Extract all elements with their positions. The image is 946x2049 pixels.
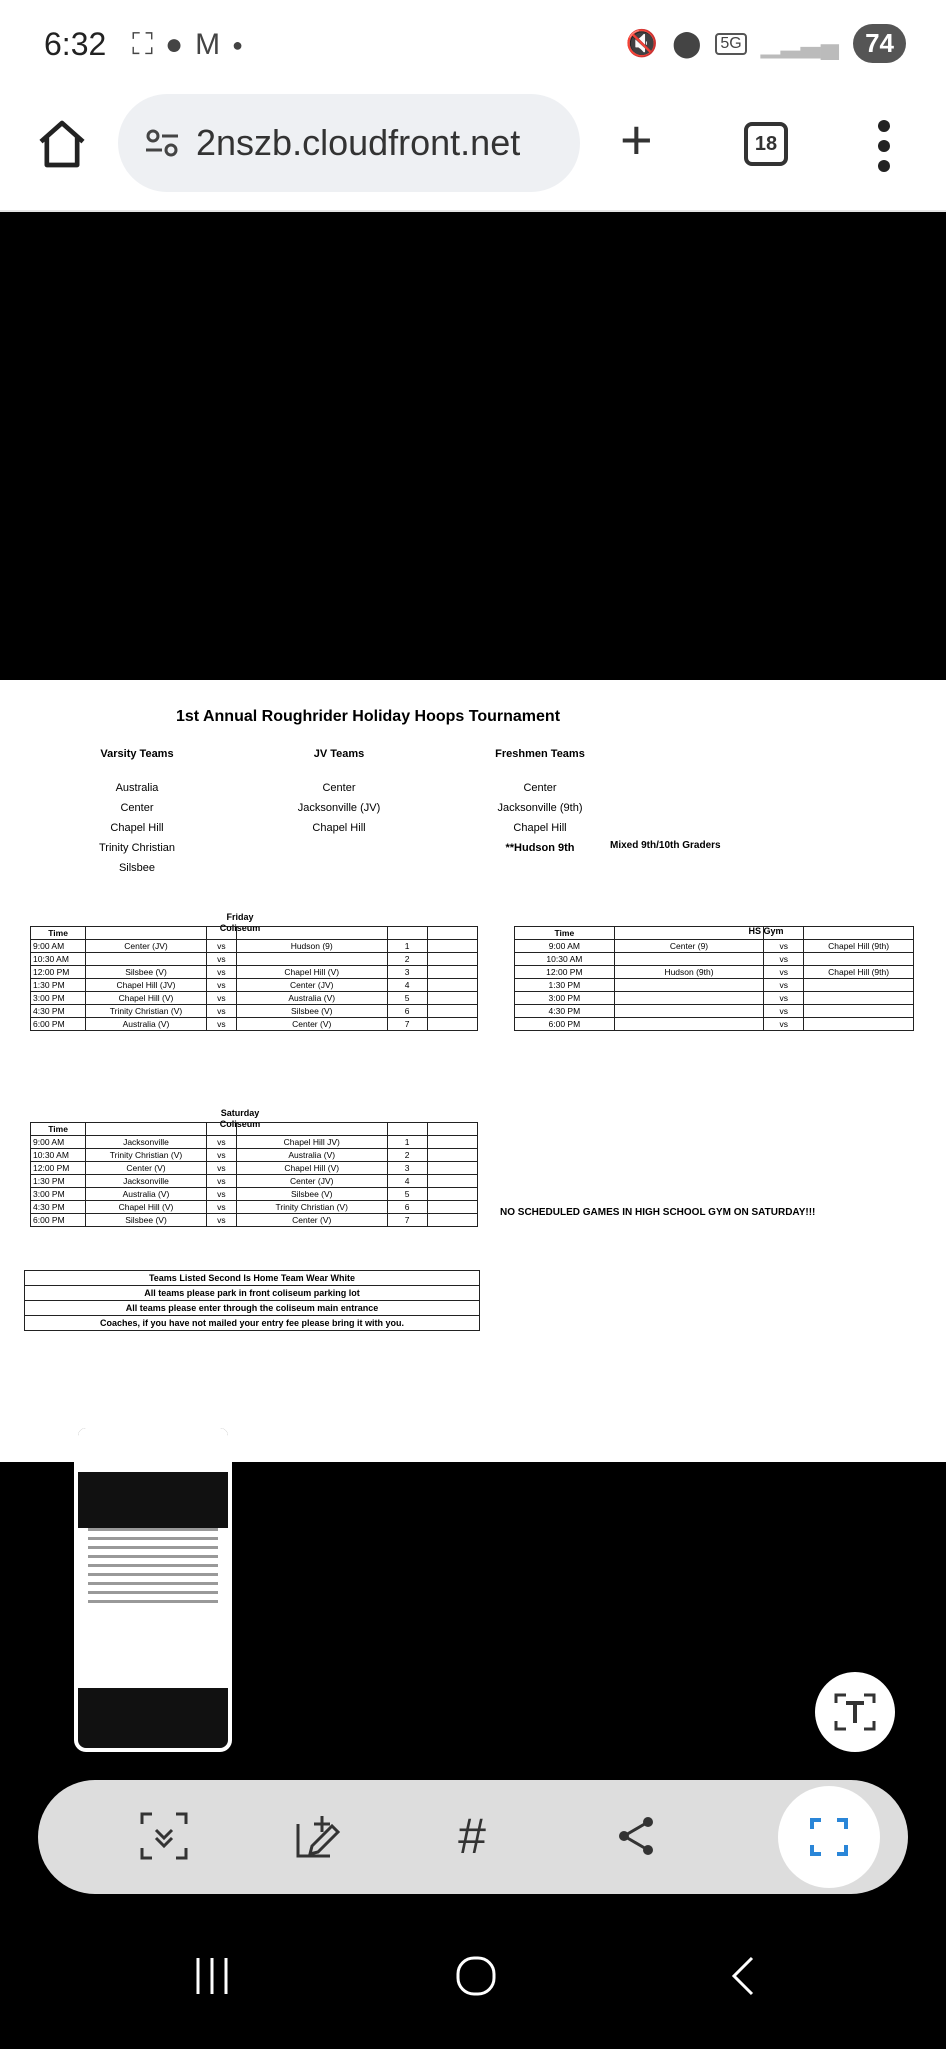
- time-cell: 9:00 AM: [31, 1136, 86, 1149]
- blank-cell: [427, 1201, 477, 1214]
- jv-teams: [284, 744, 394, 838]
- status-bar: [0, 0, 946, 90]
- vs-cell: vs: [206, 940, 236, 953]
- table-row: [31, 1162, 478, 1175]
- dot-icon: ●: [232, 34, 243, 55]
- team-item: **Hudson 9th: [505, 842, 575, 854]
- vs-cell: vs: [764, 940, 804, 953]
- vs-cell: vs: [206, 1005, 236, 1018]
- vs-cell: vs: [206, 1149, 236, 1162]
- note-line: All teams please enter through the coliseum main entrance: [25, 1301, 479, 1316]
- thumbnail-header: [78, 1428, 228, 1472]
- screenshot-thumbnail[interactable]: [74, 1424, 232, 1752]
- game-number-cell: 5: [387, 1188, 427, 1201]
- table-row: [31, 966, 478, 979]
- varsity-heading: Varsity Teams: [100, 748, 174, 760]
- time-header: Time: [31, 927, 86, 940]
- freshmen-heading: Freshmen Teams: [495, 748, 585, 760]
- vs-cell: vs: [764, 966, 804, 979]
- text-extract-icon: [832, 1689, 878, 1735]
- vs-cell: vs: [764, 979, 804, 992]
- home-team-cell: Silsbee (V): [86, 1214, 207, 1227]
- blank-cell: [427, 1149, 477, 1162]
- time-cell: 10:30 AM: [31, 1149, 86, 1162]
- game-number-cell: 7: [387, 1214, 427, 1227]
- table-row: [31, 1018, 478, 1031]
- away-team-cell: Chapel Hill JV): [236, 1136, 387, 1149]
- home-team-cell: Jacksonville: [86, 1136, 207, 1149]
- blank-cell: [427, 1162, 477, 1175]
- away-team-cell: [804, 953, 914, 966]
- vs-cell: vs: [764, 953, 804, 966]
- table-row: [31, 1214, 478, 1227]
- time-cell: 1:30 PM: [31, 979, 86, 992]
- away-team-cell: Chapel Hill (9th): [804, 966, 914, 979]
- friday-text: Friday: [226, 912, 254, 922]
- vs-cell: vs: [206, 1188, 236, 1201]
- time-cell: 10:30 AM: [31, 953, 86, 966]
- coliseum-text: Coliseum: [219, 923, 261, 933]
- away-team-cell: Trinity Christian (V): [236, 1201, 387, 1214]
- no-games-notice: NO SCHEDULED GAMES IN HIGH SCHOOL GYM ON SATURDAY!!!: [500, 1207, 816, 1218]
- time-cell: 6:00 PM: [31, 1018, 86, 1031]
- varsity-teams: [82, 744, 192, 878]
- new-tab-button[interactable]: +: [620, 108, 653, 171]
- hs-gym-label: HS Gym: [748, 926, 784, 936]
- game-number-cell: 2: [387, 953, 427, 966]
- hashtag-icon[interactable]: #: [458, 1808, 486, 1864]
- vs-cell: vs: [764, 1018, 804, 1031]
- home-team-cell: Center (V): [86, 1162, 207, 1175]
- team-item: Center: [120, 802, 154, 814]
- thumbnail-document: [78, 1528, 228, 1688]
- game-number-cell: 6: [387, 1201, 427, 1214]
- home-team-cell: Chapel Hill (V): [86, 1201, 207, 1214]
- home-team-cell: [614, 1005, 764, 1018]
- status-time: 6:32: [44, 26, 107, 62]
- away-team-cell: Silsbee (V): [236, 1005, 387, 1018]
- home-team-cell: Center (9): [614, 940, 764, 953]
- time-cell: 1:30 PM: [31, 1175, 86, 1188]
- vs-cell: vs: [206, 1162, 236, 1175]
- tab-switcher-button[interactable]: 18: [744, 122, 788, 166]
- game-number-cell: 4: [387, 979, 427, 992]
- home-team-cell: [614, 1018, 764, 1031]
- vs-cell: vs: [206, 1136, 236, 1149]
- vs-cell: vs: [764, 992, 804, 1005]
- table-row: [31, 940, 478, 953]
- home-team-cell: Center (JV): [86, 940, 207, 953]
- table-row: [31, 927, 478, 940]
- smart-select-icon[interactable]: [136, 1808, 192, 1864]
- team-item: Trinity Christian: [99, 842, 175, 854]
- team-item: Silsbee: [118, 862, 156, 874]
- away-team-cell: Silsbee (V): [236, 1188, 387, 1201]
- vs-cell: vs: [206, 1214, 236, 1227]
- away-team-cell: [804, 1005, 914, 1018]
- away-team-cell: [804, 1018, 914, 1031]
- time-header: Time: [31, 1123, 86, 1136]
- time-cell: 4:30 PM: [31, 1201, 86, 1214]
- blank-cell: [427, 1175, 477, 1188]
- away-team-cell: [804, 979, 914, 992]
- game-number-cell: 5: [387, 992, 427, 1005]
- table-row: [31, 1149, 478, 1162]
- navigation-bar: [0, 1920, 946, 2049]
- time-cell: 3:00 PM: [31, 992, 86, 1005]
- site-settings-icon[interactable]: [142, 123, 182, 163]
- table-row: [515, 979, 914, 992]
- vs-cell: vs: [206, 979, 236, 992]
- mixed-graders-note: Mixed 9th/10th Graders: [610, 840, 721, 851]
- away-team-cell: Center (V): [236, 1214, 387, 1227]
- home-team-cell: [614, 979, 764, 992]
- blank-cell: [427, 992, 477, 1005]
- game-number-cell: 1: [387, 1136, 427, 1149]
- time-cell: 1:30 PM: [515, 979, 615, 992]
- notes-box: [24, 1270, 480, 1331]
- blank-cell: [427, 1214, 477, 1227]
- blank-cell: [427, 1188, 477, 1201]
- blank-cell: [427, 940, 477, 953]
- game-number-cell: 6: [387, 1005, 427, 1018]
- time-cell: 12:00 PM: [31, 966, 86, 979]
- table-row: [31, 1188, 478, 1201]
- vs-cell: vs: [206, 966, 236, 979]
- mute-icon: 🔇: [625, 28, 659, 58]
- team-item: Chapel Hill: [110, 822, 164, 834]
- table-row: [31, 1123, 478, 1136]
- time-cell: 3:00 PM: [31, 1188, 86, 1201]
- blank-cell: [427, 1136, 477, 1149]
- home-team-cell: Jacksonville: [86, 1175, 207, 1188]
- signal-icon: ▁▂▃▄: [760, 28, 840, 58]
- blank-cell: [427, 1005, 477, 1018]
- friday-coliseum-table: [30, 926, 478, 1031]
- recent-apps-icon[interactable]: [194, 1954, 230, 2003]
- game-number-cell: 3: [387, 966, 427, 979]
- notification-icons: [132, 28, 243, 62]
- friday-gym-table: [514, 926, 914, 1031]
- saturday-text: Saturday: [220, 1108, 260, 1118]
- team-item: Chapel Hill: [513, 822, 567, 834]
- table-row: [515, 1018, 914, 1031]
- status-right: [626, 24, 906, 63]
- table-row: [31, 992, 478, 1005]
- note-line: Coaches, if you have not mailed your entry fee please bring it with you.: [99, 1318, 405, 1328]
- home-team-cell: Trinity Christian (V): [86, 1149, 207, 1162]
- home-nav-icon[interactable]: [454, 1954, 498, 2003]
- away-team-cell: Center (V): [236, 1018, 387, 1031]
- team-item: Center: [523, 782, 557, 794]
- document-title: 1st Annual Roughrider Holiday Hoops Tournament: [176, 708, 561, 725]
- table-row: [31, 1005, 478, 1018]
- time-cell: 12:00 PM: [515, 966, 615, 979]
- away-team-cell: Center (JV): [236, 1175, 387, 1188]
- time-cell: 4:30 PM: [515, 1005, 615, 1018]
- table-row: [515, 1005, 914, 1018]
- time-cell: 6:00 PM: [515, 1018, 615, 1031]
- time-cell: 4:30 PM: [31, 1005, 86, 1018]
- game-number-cell: 1: [387, 940, 427, 953]
- game-number-cell: 4: [387, 1175, 427, 1188]
- blank-cell: [427, 966, 477, 979]
- away-team-cell: Australia (V): [236, 1149, 387, 1162]
- home-team-cell: Australia (V): [86, 1018, 207, 1031]
- time-cell: 9:00 AM: [515, 940, 615, 953]
- home-team-cell: [614, 953, 764, 966]
- time-cell: 12:00 PM: [31, 1162, 86, 1175]
- away-team-cell: Australia (V): [236, 992, 387, 1005]
- time-cell: 10:30 AM: [515, 953, 615, 966]
- team-item: Center: [322, 782, 356, 794]
- vs-cell: vs: [206, 1175, 236, 1188]
- gmail-icon: M: [195, 28, 221, 61]
- share-icon[interactable]: [608, 1808, 664, 1864]
- back-icon[interactable]: [728, 1954, 758, 2003]
- note-line: Teams Listed Second Is Home Team Wear White: [25, 1271, 479, 1286]
- crop-button[interactable]: [778, 1786, 880, 1888]
- blank-cell: [427, 979, 477, 992]
- home-team-cell: Chapel Hill (JV): [86, 979, 207, 992]
- table-row: [515, 992, 914, 1005]
- vs-cell: vs: [206, 992, 236, 1005]
- url-text[interactable]: 2nszb.cloudfront.net: [196, 122, 521, 163]
- table-row: [515, 966, 914, 979]
- home-team-cell: Hudson (9th): [614, 966, 764, 979]
- table-row: [515, 927, 914, 940]
- extract-text-button[interactable]: [815, 1672, 895, 1752]
- screenshot-icon: ⛶: [132, 28, 153, 61]
- team-item: Jacksonville (9th): [497, 802, 583, 814]
- table-row: [31, 1201, 478, 1214]
- battery-indicator: 74: [853, 24, 906, 63]
- jv-heading: JV Teams: [313, 748, 365, 760]
- blank-cell: [427, 1018, 477, 1031]
- away-team-cell: Center (JV): [236, 979, 387, 992]
- time-cell: 3:00 PM: [515, 992, 615, 1005]
- team-item: Jacksonville (JV): [297, 802, 381, 814]
- vs-cell: vs: [206, 1201, 236, 1214]
- vs-cell: vs: [206, 1018, 236, 1031]
- team-item: Australia: [115, 782, 159, 794]
- vs-cell: vs: [206, 953, 236, 966]
- home-team-cell: Trinity Christian (V): [86, 1005, 207, 1018]
- chat-icon: ●: [165, 28, 184, 61]
- time-header: Time: [515, 927, 615, 940]
- time-cell: 9:00 AM: [31, 940, 86, 953]
- blank-cell: [427, 953, 477, 966]
- home-team-cell: Silsbee (V): [86, 966, 207, 979]
- home-team-cell: Australia (V): [86, 1188, 207, 1201]
- table-row: [515, 953, 914, 966]
- location-icon: ⬤: [672, 28, 702, 58]
- screenshot-toolbar: [38, 1780, 908, 1894]
- away-team-cell: Chapel Hill (9th): [804, 940, 914, 953]
- game-number-cell: 2: [387, 1149, 427, 1162]
- network-label: 5G: [715, 33, 746, 55]
- home-icon[interactable]: [34, 116, 90, 172]
- browser-toolbar: [0, 90, 946, 212]
- away-team-cell: Hudson (9): [236, 940, 387, 953]
- away-team-cell: [804, 992, 914, 1005]
- more-options-icon[interactable]: [878, 120, 894, 180]
- table-row: [31, 1136, 478, 1149]
- team-item: Chapel Hill: [312, 822, 366, 834]
- game-number-cell: 7: [387, 1018, 427, 1031]
- home-team-cell: [614, 992, 764, 1005]
- freshmen-teams: [480, 744, 600, 858]
- draw-icon[interactable]: [290, 1808, 346, 1864]
- coliseum-text: Coliseum: [219, 1119, 261, 1129]
- home-team-cell: Chapel Hill (V): [86, 992, 207, 1005]
- table-row: [31, 953, 478, 966]
- schedule-document: [0, 680, 946, 1462]
- game-number-cell: 3: [387, 1162, 427, 1175]
- away-team-cell: Chapel Hill (V): [236, 1162, 387, 1175]
- omnibox[interactable]: [118, 94, 580, 192]
- crop-icon: [809, 1817, 849, 1857]
- saturday-coliseum-table: [30, 1122, 478, 1227]
- table-row: [31, 979, 478, 992]
- away-team-cell: Chapel Hill (V): [236, 966, 387, 979]
- home-team-cell: [86, 953, 207, 966]
- table-row: [31, 1175, 478, 1188]
- table-row: [515, 940, 914, 953]
- time-cell: 6:00 PM: [31, 1214, 86, 1227]
- page-background: [0, 212, 946, 680]
- away-team-cell: [236, 953, 387, 966]
- note-line: All teams please park in front coliseum parking lot: [25, 1286, 479, 1301]
- vs-cell: vs: [764, 1005, 804, 1018]
